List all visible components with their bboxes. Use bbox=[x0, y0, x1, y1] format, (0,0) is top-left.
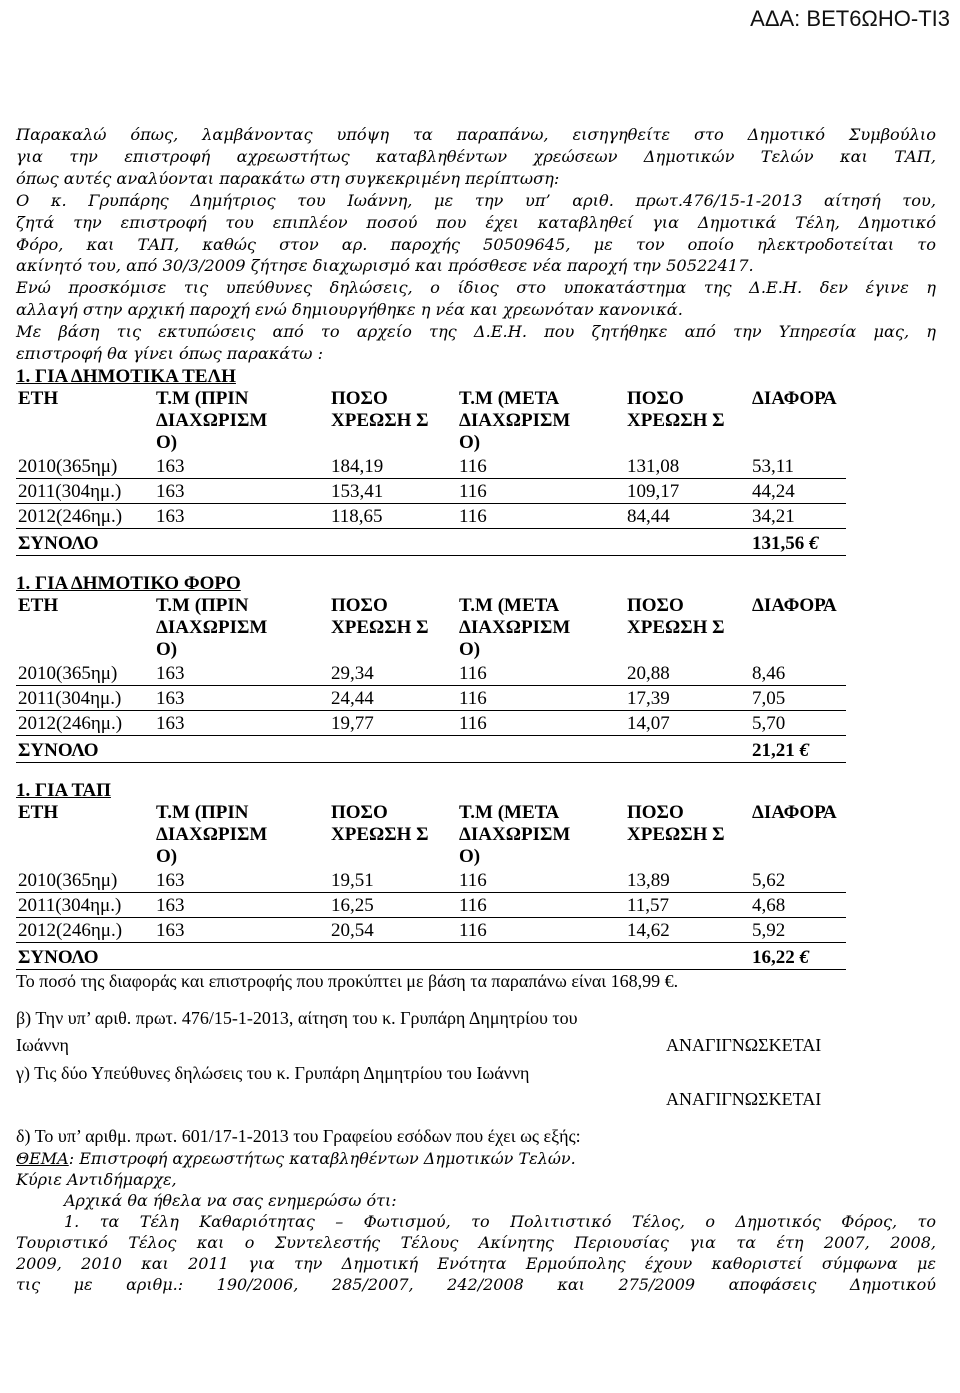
cell-sqm-after: 116 bbox=[457, 454, 625, 479]
total-row bbox=[16, 735, 846, 762]
col-header-difference: ΔΙΑΦΟΡΑ bbox=[752, 387, 837, 409]
subject-text: : Επιστροφή αχρεωστήτως καταβληθέντων Δημοτικών Τελών. bbox=[68, 1148, 576, 1168]
item-c-status: ΑΝΑΓΙΓΝΩΣΚΕΤΑΙ bbox=[666, 1088, 822, 1109]
opening-line: Αρχικά θα ήθελα να σας ενημερώσω ότι: bbox=[64, 1190, 397, 1210]
table-row bbox=[16, 710, 846, 735]
cell-sqm-before: 163 bbox=[154, 661, 329, 686]
tap-table bbox=[16, 802, 846, 970]
cell-sqm-after: 116 bbox=[457, 917, 625, 942]
cell-sqm-before: 163 bbox=[154, 917, 329, 942]
col-header-sqm-after-text: Τ.Μ (ΜΕΤΑ ΔΙΑΧΩΡΙΣΜ Ο) bbox=[459, 594, 571, 660]
table-row bbox=[16, 503, 846, 528]
section-heading: 1. ΓΙΑ ΔΗΜΟΤΙΚΑ ΤΕΛΗ bbox=[16, 365, 236, 387]
euro-symbol: € bbox=[809, 532, 819, 554]
table-row bbox=[16, 454, 846, 479]
item-d-line: δ) Το υπ’ αριθμ. πρωτ. 601/17-1-2013 του Γραφείου εσόδων που έχει ως εξής: bbox=[16, 1125, 581, 1146]
item-b-line-2 bbox=[16, 1030, 936, 1060]
body-line: 2009, 2010 και 2011 για την Δημοτική Ενότητα Ερμούπολης έχουν καθοριστεί σύμφωνα με bbox=[16, 1253, 936, 1273]
cell-sqm-after: 116 bbox=[457, 710, 625, 735]
empty-cell bbox=[457, 735, 625, 762]
col-header-sqm-before bbox=[154, 388, 329, 454]
item-c bbox=[16, 1062, 936, 1111]
intro-line: Ο κ. Γρυπάρης Δημήτριος του Ιωάννη, με την υπ’ αριθ. πρωτ.476/15-1-2013 αίτησή του, bbox=[16, 190, 936, 210]
cell-amount-after: 84,44 bbox=[625, 503, 750, 528]
cell-amount-before: 118,65 bbox=[329, 503, 457, 528]
cell-amount-before: 19,77 bbox=[329, 710, 457, 735]
table-section bbox=[16, 573, 936, 763]
fees-table bbox=[16, 388, 846, 556]
item-b-name: Ιωάννη bbox=[16, 1034, 69, 1055]
col-header-sqm-after bbox=[457, 802, 625, 868]
table-header-row bbox=[16, 388, 846, 454]
empty-cell bbox=[329, 735, 457, 762]
cell-difference: 5,62 bbox=[750, 868, 846, 893]
col-header-amount-before bbox=[329, 802, 457, 868]
col-header-amount-after-text: ΠΟΣΟ ΧΡΕΩΣΗ Σ bbox=[627, 801, 725, 845]
total-label: ΣΥΝΟΛΟ bbox=[16, 528, 329, 555]
cell-amount-after: 14,07 bbox=[625, 710, 750, 735]
cell-sqm-after: 116 bbox=[457, 478, 625, 503]
cell-sqm-after: 116 bbox=[457, 868, 625, 893]
empty-cell bbox=[457, 528, 625, 555]
cell-sqm-after: 116 bbox=[457, 503, 625, 528]
ada-code: ΑΔΑ: ΒΕΤ6ΩΗΟ-ΤΙ3 bbox=[750, 6, 950, 31]
total-value-cell bbox=[750, 735, 846, 762]
cell-year: 2010(365ημ) bbox=[16, 454, 154, 479]
table-row bbox=[16, 868, 846, 893]
col-header-sqm-before-text: Τ.Μ (ΠΡΙΝ ΔΙΑΧΩΡΙΣΜ Ο) bbox=[156, 387, 268, 453]
cell-amount-before: 29,34 bbox=[329, 661, 457, 686]
cell-sqm-after: 116 bbox=[457, 661, 625, 686]
intro-line: ζητά την επιστροφή του επιπλέον ποσού που έχει καταβληθεί για Δημοτικά Τέλη, Δημοτικό bbox=[16, 212, 936, 232]
col-header-amount-after bbox=[625, 388, 750, 454]
table-header-row bbox=[16, 802, 846, 868]
cell-amount-before: 153,41 bbox=[329, 478, 457, 503]
table-row bbox=[16, 892, 846, 917]
cell-amount-before: 24,44 bbox=[329, 685, 457, 710]
col-header-amount-before bbox=[329, 388, 457, 454]
col-header-year: ΕΤΗ bbox=[18, 387, 59, 409]
table-row bbox=[16, 685, 846, 710]
subject-label: ΘΕΜΑ bbox=[16, 1148, 69, 1168]
table-section bbox=[16, 366, 936, 556]
col-header-sqm-before bbox=[154, 595, 329, 661]
empty-cell bbox=[329, 942, 457, 969]
intro-line: Φόρο, και ΤΑΠ, καθώς στον αρ. παροχής 50509645, με τον οποίο ηλεκτροδοτείται το bbox=[16, 234, 936, 254]
section-heading: 1. ΓΙΑ ΔΗΜΟΤΙΚΟ ΦΟΡΟ bbox=[16, 572, 241, 594]
table-row bbox=[16, 661, 846, 686]
col-header-amount-before bbox=[329, 595, 457, 661]
euro-symbol: € bbox=[799, 946, 809, 968]
col-header-amount-before-text: ΠΟΣΟ ΧΡΕΩΣΗ Σ bbox=[331, 801, 429, 845]
cell-difference: 44,24 bbox=[750, 478, 846, 503]
col-header-year: ΕΤΗ bbox=[18, 801, 59, 823]
cell-year: 2012(246ημ.) bbox=[16, 710, 154, 735]
intro-line: επιστροφή θα γίνει όπως παρακάτω : bbox=[16, 344, 324, 364]
euro-symbol: € bbox=[799, 739, 809, 761]
item-b-line: β) Την υπ’ αριθ. πρωτ. 476/15-1-2013, αίτηση του κ. Γρυπάρη Δημητρίου του bbox=[16, 1007, 578, 1028]
cell-amount-after: 109,17 bbox=[625, 478, 750, 503]
cell-difference: 34,21 bbox=[750, 503, 846, 528]
col-header-amount-after bbox=[625, 802, 750, 868]
col-header-year: ΕΤΗ bbox=[18, 594, 59, 616]
cell-year: 2012(246ημ.) bbox=[16, 917, 154, 942]
cell-amount-before: 19,51 bbox=[329, 868, 457, 893]
cell-sqm-before: 163 bbox=[154, 454, 329, 479]
cell-sqm-before: 163 bbox=[154, 478, 329, 503]
cell-year: 2011(304ημ.) bbox=[16, 478, 154, 503]
cell-year: 2011(304ημ.) bbox=[16, 892, 154, 917]
col-header-sqm-after-text: Τ.Μ (ΜΕΤΑ ΔΙΑΧΩΡΙΣΜ Ο) bbox=[459, 801, 571, 867]
table-section bbox=[16, 780, 936, 970]
empty-cell bbox=[625, 735, 750, 762]
cell-sqm-after: 116 bbox=[457, 892, 625, 917]
item-d bbox=[16, 1125, 936, 1295]
cell-amount-after: 13,89 bbox=[625, 868, 750, 893]
total-value: 16,22 bbox=[752, 946, 795, 968]
intro-line: ακίνητό του, από 30/3/2009 ζήτησε διαχωρισμό και πρόσθεσε νέα παροχή την 50522417. bbox=[16, 256, 754, 276]
total-value: 21,21 bbox=[752, 739, 795, 761]
cell-year: 2010(365ημ) bbox=[16, 661, 154, 686]
cell-year: 2010(365ημ) bbox=[16, 868, 154, 893]
cell-amount-before: 20,54 bbox=[329, 917, 457, 942]
cell-amount-after: 131,08 bbox=[625, 454, 750, 479]
cell-year: 2011(304ημ.) bbox=[16, 685, 154, 710]
body-line: τις με αριθμ.: 190/2006, 285/2007, 242/2008 και 275/2009 αποφάσεις Δημοτικού bbox=[16, 1274, 936, 1294]
cell-amount-after: 14,62 bbox=[625, 917, 750, 942]
cell-difference: 5,92 bbox=[750, 917, 846, 942]
table-row bbox=[16, 917, 846, 942]
total-value-cell bbox=[750, 942, 846, 969]
col-header-amount-after-text: ΠΟΣΟ ΧΡΕΩΣΗ Σ bbox=[627, 594, 725, 638]
intro-line: Ενώ προσκόμισε τις υπεύθυνες δηλώσεις, ο ίδιος στο υποκατάστημα της Δ.Ε.Η. δεν έγινε η bbox=[16, 278, 936, 298]
cell-sqm-before: 163 bbox=[154, 503, 329, 528]
intro-line: όπως αυτές αναλύονται παρακάτω στη συγκεκριμένη περίπτωση: bbox=[16, 168, 560, 188]
total-label: ΣΥΝΟΛΟ bbox=[16, 735, 329, 762]
cell-difference: 4,68 bbox=[750, 892, 846, 917]
cell-difference: 8,46 bbox=[750, 661, 846, 686]
col-header-sqm-after-text: Τ.Μ (ΜΕΤΑ ΔΙΑΧΩΡΙΣΜ Ο) bbox=[459, 387, 571, 453]
cell-sqm-before: 163 bbox=[154, 892, 329, 917]
cell-amount-after: 11,57 bbox=[625, 892, 750, 917]
item-b bbox=[16, 1007, 936, 1060]
item-b-status: ΑΝΑΓΙΓΝΩΣΚΕΤΑΙ bbox=[666, 1034, 822, 1055]
cell-difference: 5,70 bbox=[750, 710, 846, 735]
col-header-difference: ΔΙΑΦΟΡΑ bbox=[752, 801, 837, 823]
cell-difference: 7,05 bbox=[750, 685, 846, 710]
greeting: Κύριε Αντιδήμαρχε, bbox=[16, 1169, 177, 1189]
cell-year: 2012(246ημ.) bbox=[16, 503, 154, 528]
subject-line bbox=[16, 1148, 936, 1169]
item-c-line: γ) Τις δύο Υπεύθυνες δηλώσεις του κ. Γρυπάρη Δημητρίου του Ιωάννη bbox=[16, 1062, 530, 1083]
cell-difference: 53,11 bbox=[750, 454, 846, 479]
cell-sqm-before: 163 bbox=[154, 685, 329, 710]
col-header-difference: ΔΙΑΦΟΡΑ bbox=[752, 594, 837, 616]
cell-amount-after: 20,88 bbox=[625, 661, 750, 686]
col-header-amount-after-text: ΠΟΣΟ ΧΡΕΩΣΗ Σ bbox=[627, 387, 725, 431]
summary-line: Το ποσό της διαφοράς και επιστροφής που προκύπτει με βάση τα παραπάνω είναι 168,99 €. bbox=[16, 970, 679, 991]
body-line: 1. τα Τέλη Καθαριότητας – Φωτισμού, το Πολιτιστικό Τέλος, ο Δημοτικός Φόρος, το bbox=[64, 1211, 936, 1231]
total-row bbox=[16, 942, 846, 969]
table-row bbox=[16, 478, 846, 503]
cell-sqm-before: 163 bbox=[154, 710, 329, 735]
intro-line: για την επιστροφή αχρεωστήτως καταβληθέντων χρεώσεων Δημοτικών Τελών και ΤΑΠ, bbox=[16, 146, 936, 166]
document-body bbox=[16, 124, 936, 1295]
col-header-amount-before-text: ΠΟΣΟ ΧΡΕΩΣΗ Σ bbox=[331, 387, 429, 431]
col-header-amount-before-text: ΠΟΣΟ ΧΡΕΩΣΗ Σ bbox=[331, 594, 429, 638]
body-paragraph bbox=[16, 1211, 936, 1295]
empty-cell bbox=[457, 942, 625, 969]
cell-sqm-after: 116 bbox=[457, 685, 625, 710]
total-row bbox=[16, 528, 846, 555]
section-heading: 1. ΓΙΑ ΤΑΠ bbox=[16, 779, 111, 801]
cell-amount-after: 17,39 bbox=[625, 685, 750, 710]
col-header-sqm-before bbox=[154, 802, 329, 868]
empty-cell bbox=[625, 528, 750, 555]
col-header-amount-after bbox=[625, 595, 750, 661]
col-header-sqm-after bbox=[457, 388, 625, 454]
body-line: Τουριστικό Τέλος και ο Συντελεστής Τέλους Ακίνητης Περιουσίας για τα έτη 2007, 2008, bbox=[16, 1232, 936, 1252]
col-header-sqm-after bbox=[457, 595, 625, 661]
total-value: 131,56 bbox=[752, 532, 805, 554]
cell-sqm-before: 163 bbox=[154, 868, 329, 893]
table-header-row bbox=[16, 595, 846, 661]
total-value-cell bbox=[750, 528, 846, 555]
col-header-sqm-before-text: Τ.Μ (ΠΡΙΝ ΔΙΑΧΩΡΙΣΜ Ο) bbox=[156, 594, 268, 660]
tax-table bbox=[16, 595, 846, 763]
total-label: ΣΥΝΟΛΟ bbox=[16, 942, 329, 969]
intro-line: αλλαγή στην αρχική παροχή ενώ δημιουργήθηκε η νέα και χρεωνόταν κανονικά. bbox=[16, 300, 683, 320]
empty-cell bbox=[329, 528, 457, 555]
intro-line: Με βάση τις εκτυπώσεις από το αρχείο της Δ.Ε.Η. που ζητήθηκε από την Υπηρεσία μας, η bbox=[16, 322, 936, 342]
intro-line: Παρακαλώ όπως, λαμβάνοντας υπόψη τα παραπάνω, εισηγηθείτε στο Δημοτικό Συμβούλιο bbox=[16, 125, 936, 144]
col-header-sqm-before-text: Τ.Μ (ΠΡΙΝ ΔΙΑΧΩΡΙΣΜ Ο) bbox=[156, 801, 268, 867]
cell-amount-before: 16,25 bbox=[329, 892, 457, 917]
intro-paragraph bbox=[16, 124, 936, 365]
empty-cell bbox=[625, 942, 750, 969]
cell-amount-before: 184,19 bbox=[329, 454, 457, 479]
